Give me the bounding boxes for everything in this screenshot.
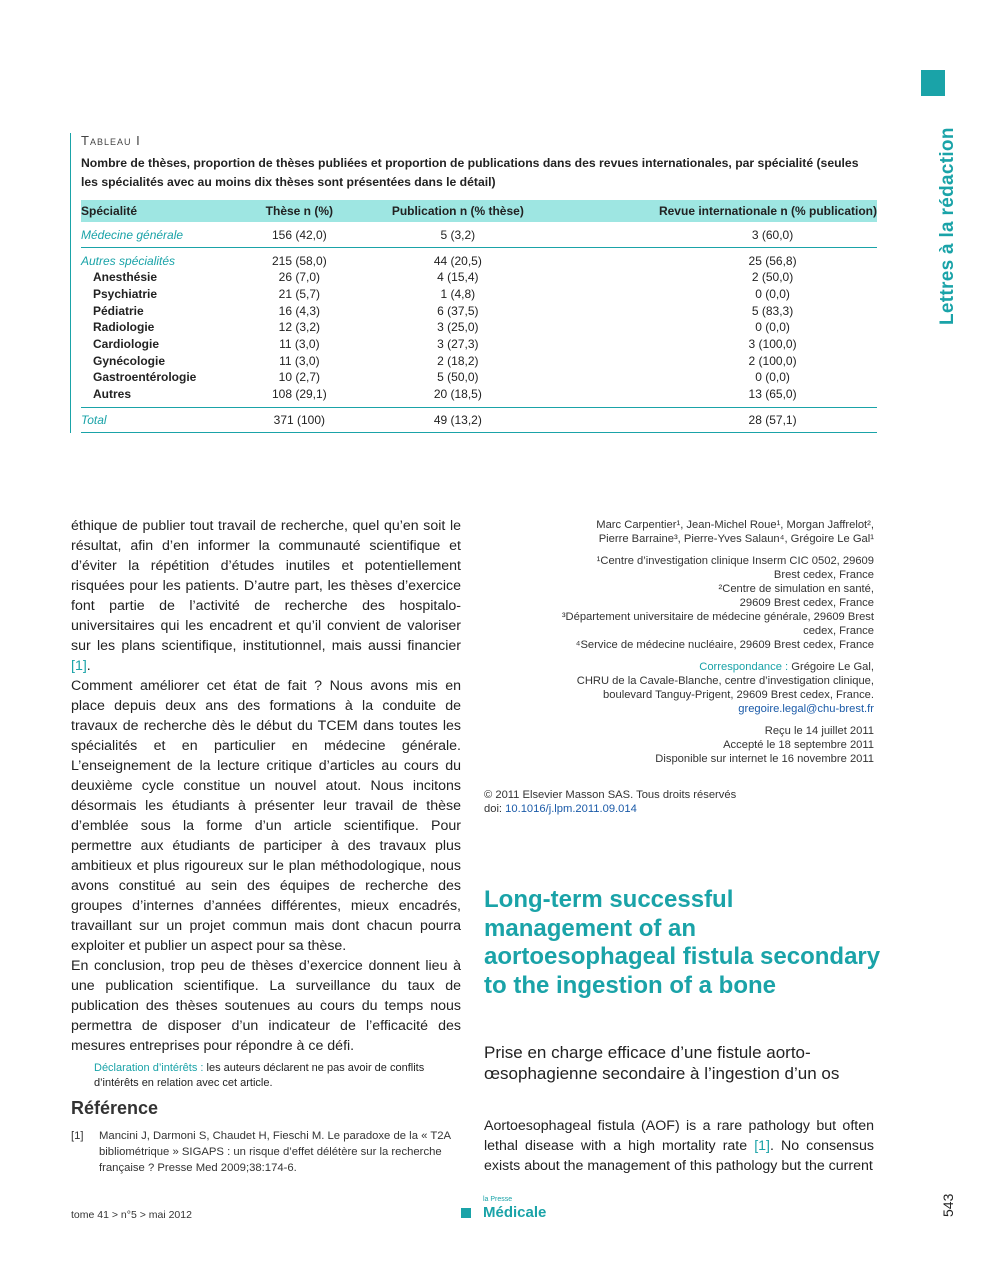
- paragraph-text: éthique de publier tout travail de recherche, quel qu’en soit le résultat, afin d’en informer la communauté scientifique et d’éviter la répétition d’études inutiles et potentiellement risquées pour les patients. D’autre part, les thèses d’exercice font partie de l’activité de recherche des hospitalo-universitaires qui les encadrent et qu’il convient de valoriser sur les plans scientifique, institutionnel, mais aussi financier: [71, 518, 461, 654]
- cell-name: Médecine générale: [81, 228, 184, 242]
- table-label: Tableau I: [81, 133, 141, 148]
- cell-pub: 6 (37,5): [437, 303, 479, 318]
- cell-pub: 49 (13,2): [348, 407, 569, 433]
- section-marker: [921, 70, 945, 96]
- correspondence-address: CHRU de la Cavale-Blanche, centre d’investigation clinique,: [576, 675, 874, 687]
- cell-pub: 20 (18,5): [433, 387, 482, 402]
- table-row: [81, 248, 877, 270]
- cell-revue: 13 (65,0): [748, 387, 797, 402]
- date-accepted: Accepté le 18 septembre 2011: [723, 739, 874, 751]
- correspondence-address: boulevard Tanguy-Prigent, 29609 Brest cedex, France.: [603, 689, 874, 701]
- cell-name: Pédiatrie: [93, 303, 144, 318]
- paragraph: En conclusion, trop peu de thèses d’exercice donnent lieu à une publication scientifique. La surveillance du taux de publication des thèses soutenues au cours du temps nous permettra de disposer d’un indicateur de l’efficacité des mesures entreprises pour répondre à ce défi.: [71, 958, 461, 1054]
- section-label: Lettres à la rédaction: [937, 127, 958, 325]
- cell-pub: 5 (3,2): [440, 228, 476, 242]
- cell-these: 26 (7,0): [278, 270, 321, 285]
- copyright-text: © 2011 Elsevier Masson SAS. Tous droits réservés: [484, 789, 737, 801]
- reference-number: [1]: [71, 1130, 84, 1142]
- declaration-text: les auteurs déclarent ne pas avoir de conflits d’intérêts en relation avec cet article.: [94, 1062, 425, 1089]
- header-specialite: Spécialité: [81, 200, 251, 222]
- declaration: [94, 1061, 461, 1091]
- cell-name: Autres spécialités: [81, 248, 251, 270]
- cell-revue: 2 (100,0): [748, 353, 797, 368]
- article-subtitle: Prise en charge efficace d’une fistule aorto-œsophagienne secondaire à l’ingestion d’un os: [484, 1043, 840, 1083]
- cell-pub: 4 (15,4): [437, 270, 479, 285]
- cell-these: 21 (5,7): [278, 287, 321, 302]
- authors-line: Pierre Barraine³, Pierre-Yves Salaun⁴, Grégoire Le Gal¹: [598, 533, 874, 545]
- table-row: [81, 319, 877, 336]
- left-column: [71, 516, 461, 1091]
- author-block: [484, 518, 874, 766]
- cell-name: Psychiatrie: [93, 287, 158, 302]
- paragraph-text: .: [86, 658, 91, 674]
- doi-line: [484, 802, 874, 816]
- date-online: Disponible sur internet le 16 novembre 2011: [655, 753, 874, 765]
- cell-these: 11 (3,0): [279, 353, 320, 368]
- body-text: . No consensus exists about the management of this pathology but the current: [484, 1138, 874, 1174]
- date-received: Reçu le 14 juillet 2011: [764, 725, 874, 737]
- reference-text: Mancini J, Darmoni S, Chaudet H, Fieschi M. Le paradoxe de la « T2A bibliométrique » SIGAPS : un risque d’effet délétère sur la recherche française ? Presse Med 2009;38:174-6.: [99, 1130, 451, 1174]
- affiliation: ¹Centre d’investigation clinique Inserm CIC 0502, 29609: [596, 555, 874, 567]
- cell-name: Cardiologie: [93, 337, 160, 352]
- data-table: [81, 200, 877, 433]
- table-row: [81, 336, 877, 353]
- declaration-label: Déclaration d’intérêts :: [94, 1062, 204, 1074]
- cell-revue: 0 (0,0): [755, 370, 790, 385]
- affiliation: ³Département universitaire de médecine générale, 29609 Brest: [561, 611, 874, 623]
- correspondence: [484, 660, 874, 674]
- table-block: [70, 133, 877, 433]
- references-heading: Référence: [71, 1098, 159, 1118]
- cell-pub: 2 (18,2): [437, 353, 479, 368]
- cell-name: Anesthésie: [93, 270, 158, 285]
- citation-link[interactable]: [1]: [754, 1138, 770, 1154]
- journal-logo: [461, 1196, 571, 1224]
- table-row-total: [81, 407, 877, 433]
- affiliation: cedex, France: [803, 625, 874, 637]
- cell-revue: 28 (57,1): [568, 407, 877, 433]
- logo-square-icon: [461, 1208, 471, 1218]
- citation-link[interactable]: [1]: [71, 658, 87, 674]
- header-publication: Publication n (% thèse): [348, 200, 569, 222]
- cell-name: Autres: [93, 387, 132, 402]
- table-row: [81, 369, 877, 386]
- footer-issue: tome 41 > n°5 > mai 2012: [71, 1209, 192, 1221]
- table-header-row: [81, 200, 877, 222]
- copyright-block: [484, 788, 874, 816]
- affiliation: ²Centre de simulation en santé,: [718, 583, 874, 595]
- reference-item: [71, 1128, 461, 1176]
- cell-name: Gastroentérologie: [93, 370, 197, 385]
- table-row: [81, 302, 877, 319]
- correspondence-name: Grégoire Le Gal,: [791, 661, 874, 673]
- doi-link[interactable]: 10.1016/j.lpm.2011.09.014: [505, 803, 637, 815]
- affiliation: 29609 Brest cedex, France: [739, 597, 874, 609]
- cell-name: Gynécologie: [93, 353, 166, 368]
- cell-these: 16 (4,3): [278, 303, 321, 318]
- cell-these: 371 (100): [251, 407, 347, 433]
- cell-name: Radiologie: [93, 320, 155, 335]
- header-revue: Revue internationale n (% publication): [568, 200, 877, 222]
- cell-revue: 0 (0,0): [755, 287, 790, 302]
- cell-pub: 1 (4,8): [440, 287, 476, 302]
- table-row: [81, 386, 877, 407]
- table-row: [81, 352, 877, 369]
- cell-these: 12 (3,2): [278, 320, 321, 335]
- table-row: [81, 286, 877, 303]
- cell-revue: 3 (60,0): [751, 228, 794, 242]
- cell-pub: 44 (20,5): [348, 248, 569, 270]
- header-these: Thèse n (%): [251, 200, 347, 222]
- paragraph: [71, 516, 461, 676]
- affiliation: ⁴Service de médecine nucléaire, 29609 Brest cedex, France: [575, 639, 874, 651]
- cell-these: 156 (42,0): [271, 228, 327, 242]
- cell-revue: 25 (56,8): [568, 248, 877, 270]
- cell-revue: 5 (83,3): [751, 303, 794, 318]
- cell-revue: 2 (50,0): [751, 270, 794, 285]
- cell-these: 215 (58,0): [251, 248, 347, 270]
- affiliation: Brest cedex, France: [773, 569, 874, 581]
- table-caption: Nombre de thèses, proportion de thèses publiées et proportion de publications dans des revues internationales, par spécialité (seules les spécialités avec au moins dix thèses sont présentées dans le détail): [81, 156, 859, 189]
- cell-these: 10 (2,7): [278, 370, 321, 385]
- paragraph: Comment améliorer cet état de fait ? Nous avons mis en place depuis deux ans des formations à la conduite de travaux de recherche dès le début du TCEM dans toutes les spécialités et en particulier en médecine générale. L’enseignement de la lecture critique d’articles au cours du deuxième cycle constitue un nouvel atout. Nous incitons désormais les étudiants à présenter leur travail de thèse d’emblée sous la forme d’un article scientifique. Pour permettre aux étudiants de participer à des travaux plus ambitieux et plus rigoureux sur le plan méthodologique, nous avons constitué au sein des équipes de recherche des groupes d’internes d’années différentes, mieux encadrés, travaillant sur un projet commun mais dont chacun pourra exploiter et publier un aspect pour sa thèse.: [71, 678, 461, 954]
- cell-pub: 3 (25,0): [437, 320, 479, 335]
- authors-line: Marc Carpentier¹, Jean-Michel Roue¹, Morgan Jaffrelot²,: [596, 519, 874, 531]
- logo-small-text: la Presse: [483, 1196, 513, 1203]
- article-body: [484, 1116, 874, 1176]
- article-title: Long-term successful management of an aortoesophageal fistula secondary to the ingestion of a bone: [484, 886, 881, 999]
- logo-main-text: Médicale: [483, 1204, 547, 1221]
- doi-label: doi:: [484, 803, 506, 815]
- cell-pub: 3 (27,3): [437, 337, 479, 352]
- table-row: [81, 269, 877, 286]
- cell-name: Total: [81, 407, 251, 433]
- cell-pub: 5 (50,0): [437, 370, 479, 385]
- correspondence-email[interactable]: gregoire.legal@chu-brest.fr: [738, 703, 874, 715]
- body-text: Aortoesophageal fistula (AOF) is a rare pathology but often lethal disease with a high mortality rate: [484, 1118, 874, 1154]
- cell-revue: 3 (100,0): [748, 337, 797, 352]
- page-number: 543: [940, 1193, 956, 1217]
- cell-these: 108 (29,1): [271, 387, 327, 402]
- cell-revue: 0 (0,0): [755, 320, 790, 335]
- correspondence-label: Correspondance :: [699, 661, 789, 673]
- table-row: [81, 222, 877, 248]
- cell-these: 11 (3,0): [279, 337, 320, 352]
